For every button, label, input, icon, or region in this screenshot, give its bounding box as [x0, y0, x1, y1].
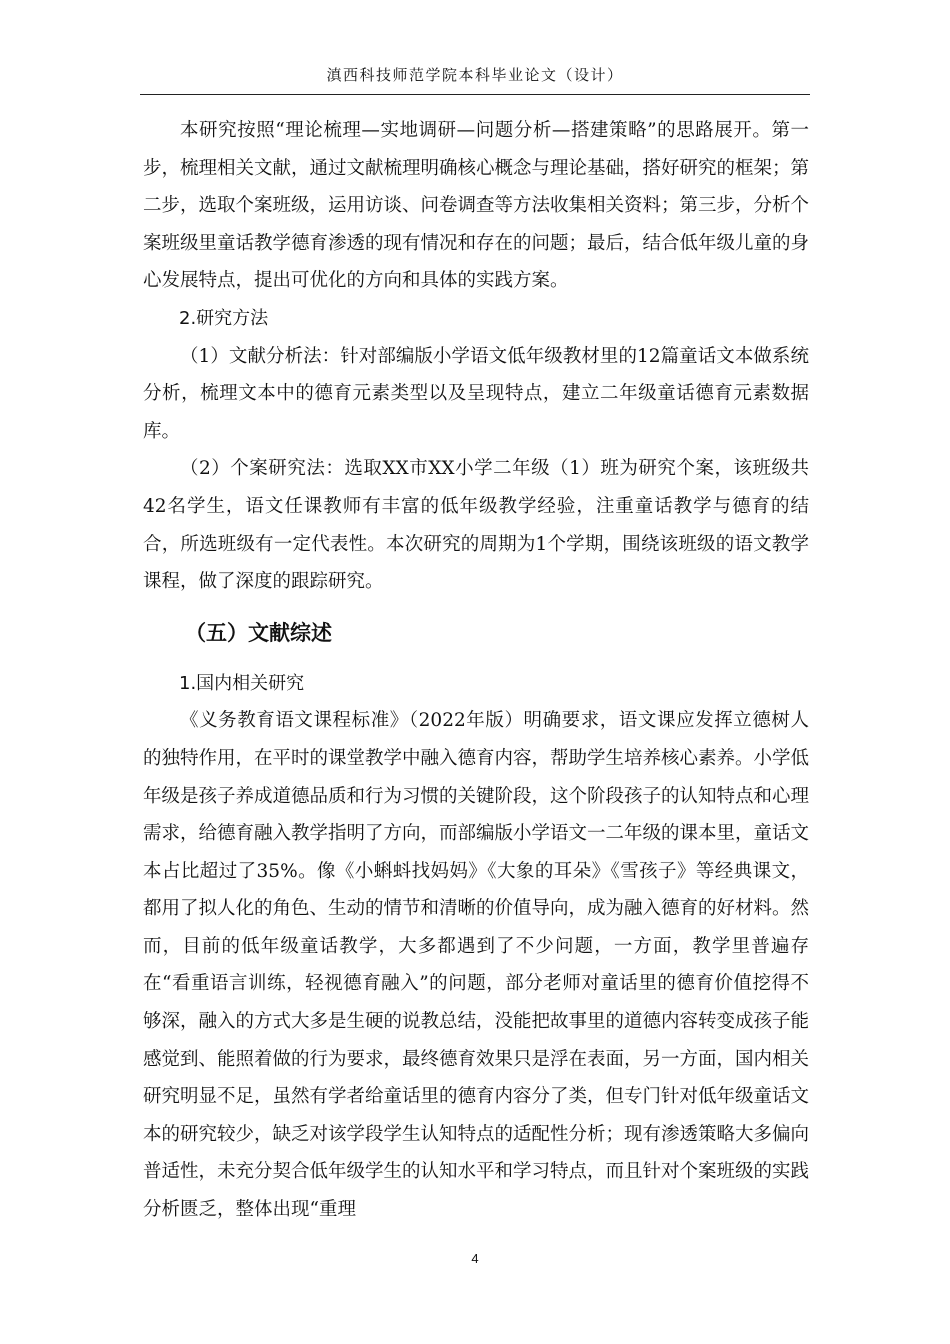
document-body [143, 112, 809, 1229]
method-case-study: （2）个案研究法：选取XX市XX小学二年级（1）班为研究个案，该班级共42名学生，语文任课教师有丰富的低年级教学经验，注重童话教学与德育的结合，所选班级有一定代表性。本次研究的周期为1个学期，围绕该班级的语文教学课程，做了深度的跟踪研究。 [143, 458, 809, 593]
running-header: 滇西科技师范学院本科毕业论文（设计） [326, 66, 624, 84]
method-literature-analysis: （1）文献分析法：针对部编版小学语文低年级教材里的12篇童话文本做系统分析，梳理文本中的德育元素类型以及呈现特点，建立二年级童话德育元素数据库。 [143, 345, 809, 442]
research-approach-paragraph: 本研究按照“理论梳理—实地调研—问题分析—搭建策略”的思路展开。第一步，梳理相关文献，通过文献梳理明确核心概念与理论基础，搭好研究的框架；第二步，选取个案班级，运用访谈、问卷调查等方法收集相关资料；第三步，分析个案班级里童话教学德育渗透的现有情况和存在的问题；最后，结合低年级儿童的身心发展特点，提出可优化的方向和具体的实践方案。 [143, 120, 810, 292]
header-rule [140, 94, 810, 95]
section-heading-literature-review: （五）文献综述 [185, 620, 332, 645]
domestic-research-heading: 1.国内相关研究 [179, 672, 305, 694]
domestic-research-paragraph: 《义务教育语文课程标准》（2022年版）明确要求，语文课应发挥立德树人的独特作用，在平时的课堂教学中融入德育内容，帮助学生培养核心素养。小学低年级是孩子养成道德品质和行为习惯的关键阶段，这个阶段孩子的认知特点和心理需求，给德育融入教学指明了方向，而部编版小学语文一二年级的课本里，童话文本占比超过了35%。像《小蝌蚪找妈妈》《大象的耳朵》《雪孩子》等经典课文，都用了拟人化的角色、生动的情节和清晰的价值导向，成为融入德育的好材料。然而，目前的低年级童话教学，大多都遇到了不少问题，一方面，教学里普遍存在“看重语言训练，轻视德育融入”的问题，部分老师对童话里的德育价值挖得不够深，融入的方式大多是生硬的说教总结，没能把故事里的道德内容转变成孩子能感觉到、能照着做的行为要求，最终德育效果只是浮在表面，另一方面，国内相关研究明显不足，虽然有学者给童话里的德育内容分了类，但专门针对低年级童话文本的研究较少，缺乏对该学段学生认知特点的适配性分析；现有渗透策略大多偏向普适性，未充分契合低年级学生的认知水平和学习特点，而且针对个案班级的实践分析匮乏，整体出现“重理 [143, 710, 810, 1221]
page-number: 4 [471, 1251, 479, 1266]
research-methods-heading: 2.研究方法 [179, 307, 269, 329]
